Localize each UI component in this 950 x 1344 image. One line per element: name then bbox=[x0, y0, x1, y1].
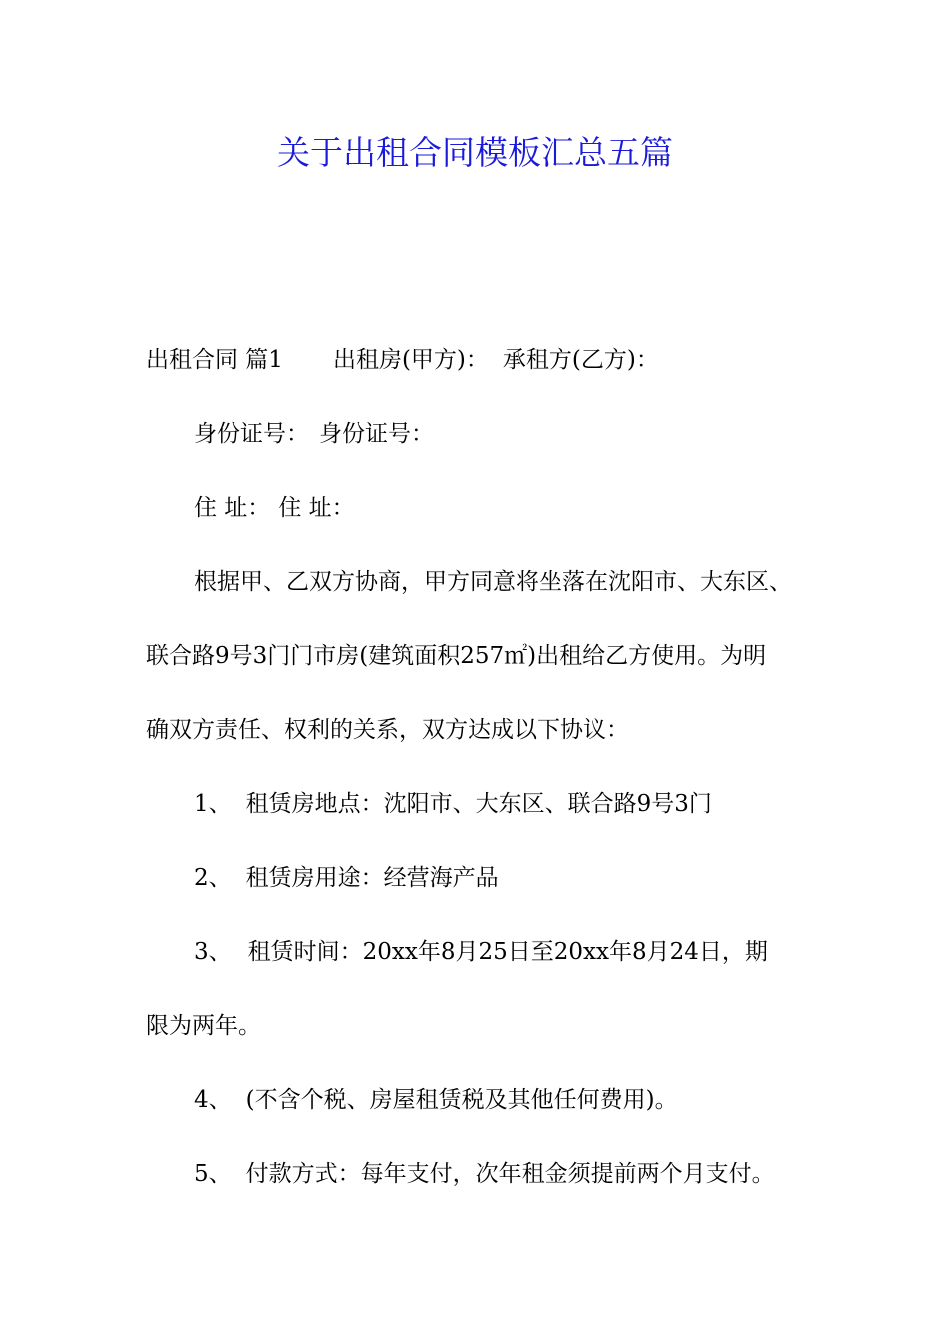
lessee-label: 承租方(乙方)： bbox=[502, 347, 659, 373]
address-line bbox=[194, 488, 355, 528]
clause-number: 4、 bbox=[194, 1087, 232, 1113]
paragraph-line-3: 确双方责任、权利的关系，双方达成以下协议： bbox=[146, 717, 629, 743]
lessee-address-label: 住 址： bbox=[278, 495, 355, 521]
clause-number: 5、 bbox=[194, 1161, 232, 1187]
clause-text: 付款方式：每年支付，次年租金须提前两个月支付。 bbox=[245, 1161, 775, 1187]
clause-text: 租赁房地点：沈阳市、大东区、联合路9号3门 bbox=[245, 791, 712, 817]
clause-text: (不含个税、房屋租赁税及其他任何费用)。 bbox=[245, 1087, 678, 1113]
document-title: 关于出租合同模板汇总五篇 bbox=[277, 133, 673, 172]
clause-number: 1、 bbox=[194, 791, 232, 817]
clause-item bbox=[194, 858, 499, 898]
lessor-id-label: 身份证号： bbox=[194, 421, 309, 447]
clause-continuation: 限为两年。 bbox=[146, 1013, 261, 1039]
clause-number: 2、 bbox=[194, 865, 232, 891]
contract-heading: 出租合同 篇1 bbox=[146, 347, 283, 373]
lessee-id-label: 身份证号： bbox=[319, 421, 434, 447]
clause-text: 租赁房用途：经营海产品 bbox=[245, 865, 499, 891]
clause-item bbox=[194, 932, 768, 972]
clause-item bbox=[194, 1154, 775, 1194]
clause-text: 租赁时间：20xx年8月25日至20xx年8月24日，期 bbox=[247, 939, 768, 965]
lessor-address-label: 住 址： bbox=[194, 495, 271, 521]
clause-item bbox=[194, 784, 712, 824]
paragraph-line-2: 联合路9号3门门市房(建筑面积257㎡)出租给乙方使用。为明 bbox=[146, 643, 767, 669]
clause-number: 3、 bbox=[194, 939, 232, 965]
paragraph-line-1: 根据甲、乙双方协商，甲方同意将坐落在沈阳市、大东区、 bbox=[194, 569, 792, 595]
clause-item bbox=[194, 1080, 678, 1120]
lessor-label: 出租房(甲方)： bbox=[332, 347, 489, 373]
contract-header-line bbox=[146, 340, 659, 380]
id-number-line bbox=[194, 414, 434, 454]
